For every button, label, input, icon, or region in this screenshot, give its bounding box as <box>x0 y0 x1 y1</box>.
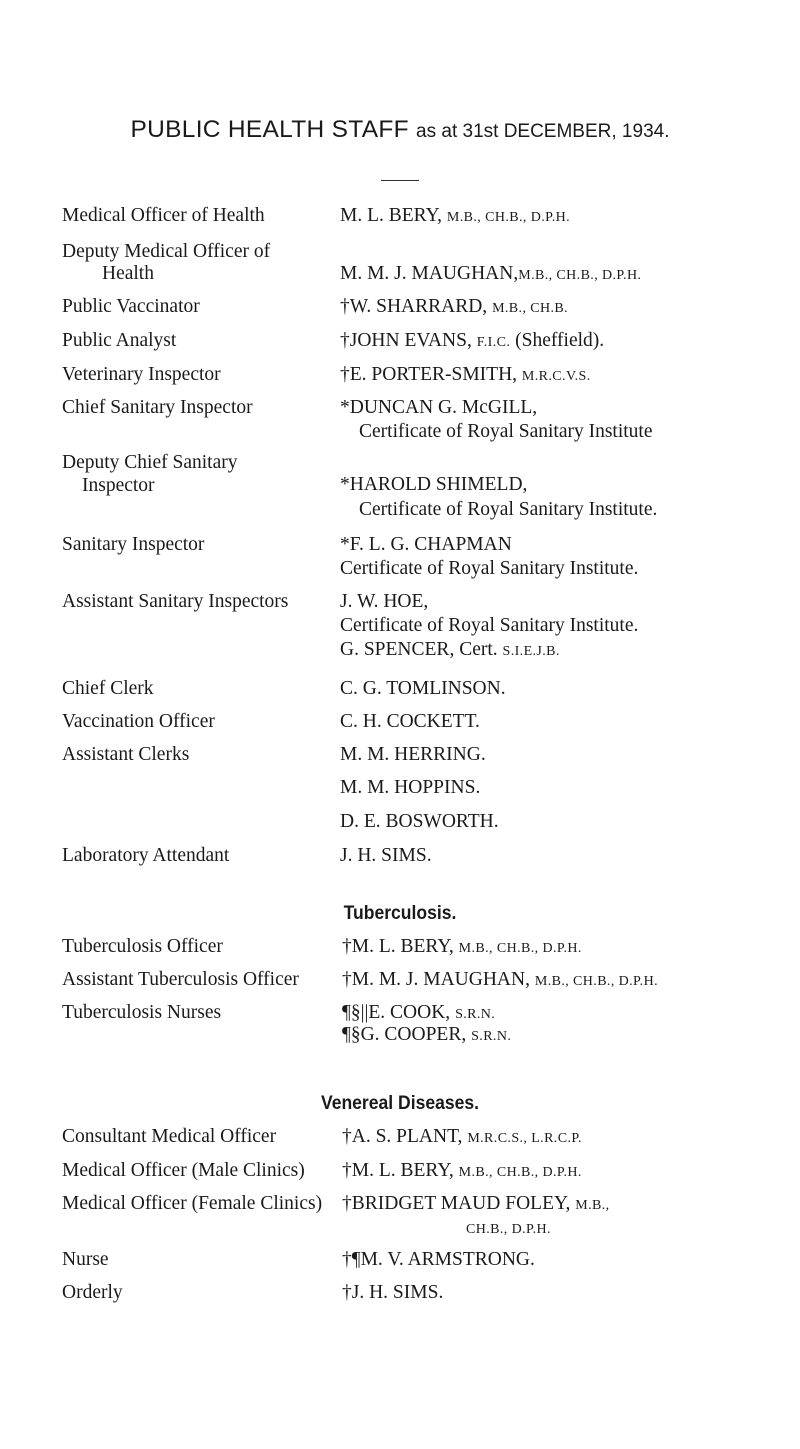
staff-label: Laboratory Attendant <box>62 845 230 866</box>
tb-label: Assistant Tuberculosis Officer <box>62 969 299 990</box>
section-heading-venereal: Venereal Diseases. <box>320 1092 480 1114</box>
page-title <box>0 116 800 144</box>
tb-value: ¶§||E. COOK, S.R.N. <box>342 1002 496 1023</box>
staff-value: G. SPENCER, Cert. S.I.E.J.B. <box>340 639 560 660</box>
vd-value: †J. H. SIMS. <box>342 1282 444 1303</box>
vd-value: †BRIDGET MAUD FOLEY, M.B., <box>342 1193 610 1214</box>
staff-label: Assistant Sanitary Inspectors <box>62 591 289 612</box>
staff-qualification: Certificate of Royal Sanitary Institute. <box>340 558 639 579</box>
staff-value: *DUNCAN G. McGILL, <box>340 397 538 418</box>
staff-value: C. G. TOMLINSON. <box>340 678 506 699</box>
vd-label: Medical Officer (Male Clinics) <box>62 1160 305 1181</box>
staff-qualification: Certificate of Royal Sanitary Institute. <box>359 499 658 520</box>
staff-label: Chief Sanitary Inspector <box>62 397 253 418</box>
vd-label: Consultant Medical Officer <box>62 1126 277 1147</box>
staff-label-cont: Inspector <box>82 475 155 496</box>
title-main: PUBLIC HEALTH STAFF <box>130 116 409 143</box>
vd-value-cont: CH.B., D.P.H. <box>466 1222 551 1237</box>
staff-value: D. E. BOSWORTH. <box>340 811 499 832</box>
staff-label: Vaccination Officer <box>62 711 215 732</box>
staff-value: †E. PORTER-SMITH, M.R.C.V.S. <box>340 364 591 385</box>
tb-value: †M. L. BERY, M.B., CH.B., D.P.H. <box>342 936 582 957</box>
staff-value: M. M. J. MAUGHAN,M.B., CH.B., D.P.H. <box>340 263 642 284</box>
staff-value: M. M. HOPPINS. <box>340 777 481 798</box>
staff-qualification: Certificate of Royal Sanitary Institute. <box>340 615 639 636</box>
staff-label: Chief Clerk <box>62 678 154 699</box>
staff-qualification: Certificate of Royal Sanitary Institute <box>359 421 653 442</box>
staff-label: Sanitary Inspector <box>62 534 205 555</box>
staff-value: *F. L. G. CHAPMAN <box>340 534 512 555</box>
vd-value: †M. L. BERY, M.B., CH.B., D.P.H. <box>342 1160 582 1181</box>
vd-label: Medical Officer (Female Clinics) <box>62 1193 323 1214</box>
tb-label: Tuberculosis Officer <box>62 936 223 957</box>
staff-value: C. H. COCKETT. <box>340 711 480 732</box>
staff-value: †JOHN EVANS, F.I.C. (Sheffield). <box>340 330 605 351</box>
staff-label-cont: Health <box>102 263 154 284</box>
section-heading-tuberculosis: Tuberculosis. <box>343 902 457 924</box>
staff-label: Veterinary Inspector <box>62 364 221 385</box>
vd-label: Orderly <box>62 1282 123 1303</box>
title-rule <box>381 180 419 181</box>
vd-value: †¶M. V. ARMSTRONG. <box>342 1249 535 1270</box>
staff-label: Deputy Medical Officer of <box>62 241 271 262</box>
staff-label: Deputy Chief Sanitary <box>62 452 238 473</box>
staff-value: J. H. SIMS. <box>340 845 432 866</box>
tb-value: †M. M. J. MAUGHAN, M.B., CH.B., D.P.H. <box>342 969 658 990</box>
staff-label: Assistant Clerks <box>62 744 190 765</box>
vd-label: Nurse <box>62 1249 109 1270</box>
tb-value: ¶§G. COOPER, S.R.N. <box>342 1024 512 1045</box>
staff-value: †W. SHARRARD, M.B., CH.B. <box>340 296 569 317</box>
staff-label: Public Vaccinator <box>62 296 200 317</box>
staff-value: J. W. HOE, <box>340 591 429 612</box>
vd-value: †A. S. PLANT, M.R.C.S., L.R.C.P. <box>342 1126 582 1147</box>
tb-label: Tuberculosis Nurses <box>62 1002 222 1023</box>
staff-value: M. L. BERY, M.B., CH.B., D.P.H. <box>340 205 571 226</box>
staff-label: Public Analyst <box>62 330 177 351</box>
staff-value: M. M. HERRING. <box>340 744 486 765</box>
staff-value: *HAROLD SHIMELD, <box>340 474 528 495</box>
staff-label: Medical Officer of Health <box>62 205 265 226</box>
title-suffix: as at 31st DECEMBER, 1934. <box>416 121 670 142</box>
